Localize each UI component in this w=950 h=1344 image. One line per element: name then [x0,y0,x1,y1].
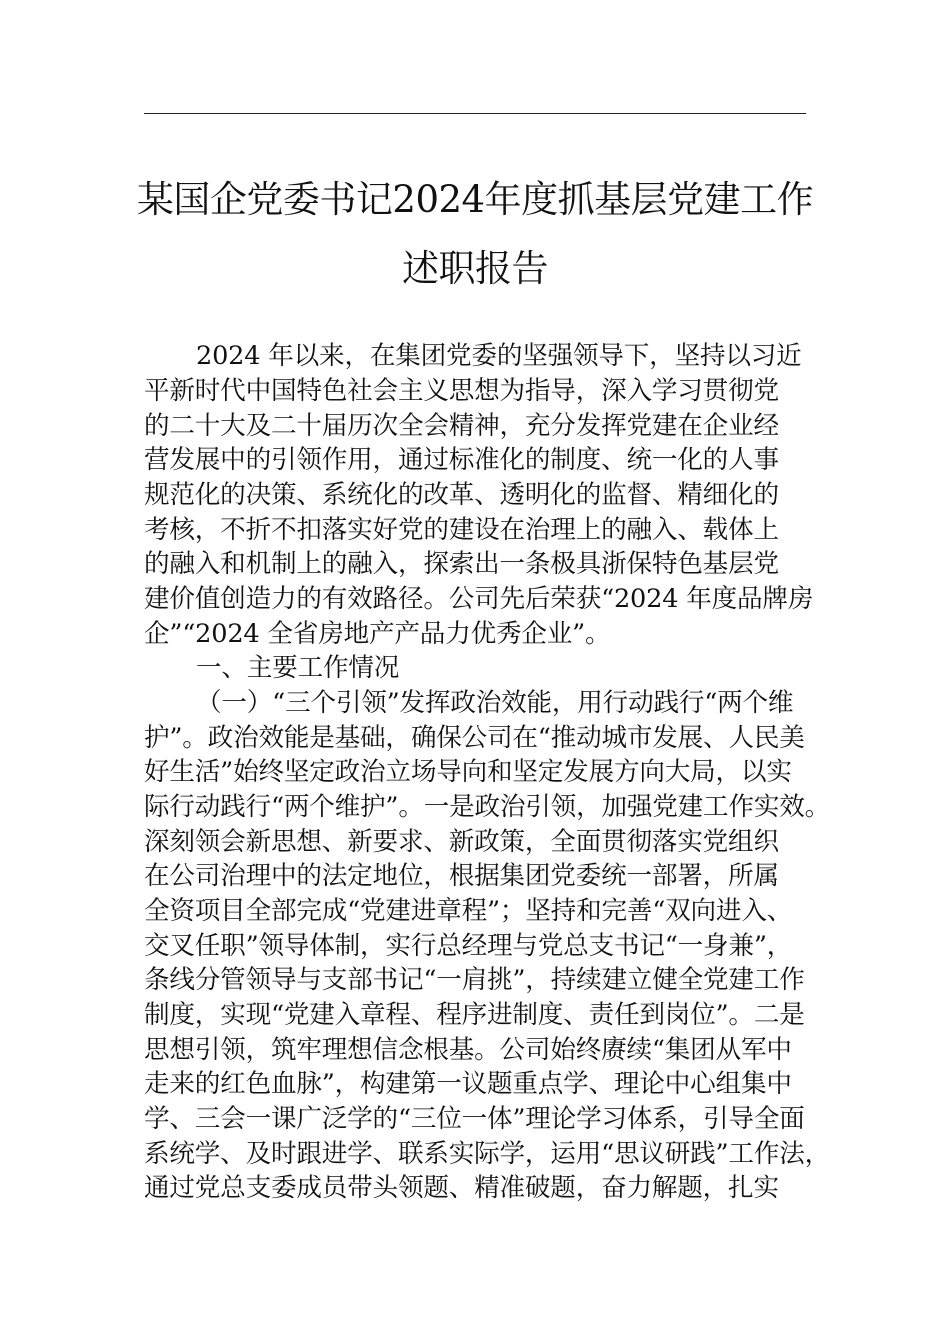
subsection-heading-1: （一）“三个引领”发挥政治效能，用行动践行“两个维 [196,688,794,718]
body-line-13: 好生活”始终坚定政治立场导向和坚定发展方向大局，以实 [144,757,792,787]
section-heading-1: 一、主要工作情况 [196,653,400,683]
body-line-5: 规范化的决策、系统化的改革、透明化的监督、精细化的 [144,480,779,510]
body-line-2: 平新时代中国特色社会主义思想为指导，深入学习贯彻党 [144,376,779,406]
body-line-23: 学、三会一课广泛学的“三位一体”理论学习体系，引导全面 [144,1104,805,1134]
document-title-line-2: 述职报告 [402,247,548,290]
body-line-9: 企”“2024 全省房地产产品力优秀企业”。 [144,619,611,649]
body-line-21: 思想引领，筑牢理想信念根基。公司始终赓续“集团从军中 [144,1035,792,1065]
body-line-15: 深刻领会新思想、新要求、新政策，全面贯彻落实党组织 [144,827,779,857]
body-line-8: 建价值创造力的有效路径。公司先后荣获“2024 年度品牌房 [144,584,814,614]
body-line-14: 际行动践行“两个维护”。一是政治引领，加强党建工作实效。 [144,792,831,822]
body-line-4: 营发展中的引领作用，通过标准化的制度、统一化的人事 [144,445,779,475]
body-line-24: 系统学、及时跟进学、联系实际学，运用“思议研践”工作法， [144,1139,831,1169]
document-title-line-1: 某国企党委书记2024年度抓基层党建工作 [136,178,814,221]
body-line-18: 交叉任职”领导体制，实行总经理与党总支书记“一身兼”， [144,931,793,961]
body-line-1: 2024 年以来，在集团党委的坚强领导下，坚持以习近 [196,341,802,371]
body-line-6: 考核，不折不扣落实好党的建设在治理上的融入、载体上 [144,515,779,545]
body-line-19: 条线分管领导与支部书记“一肩挑”，持续建立健全党建工作 [144,965,805,995]
body-line-17: 全资项目全部完成“党建进章程”；坚持和完善“双向进入、 [144,896,793,926]
body-line-3: 的二十大及二十届历次全会精神，充分发挥党建在企业经 [144,411,779,441]
body-line-16: 在公司治理中的法定地位，根据集团党委统一部署，所属 [144,861,779,891]
body-line-22: 走来的红色血脉”，构建第一议题重点学、理论中心组集中 [144,1069,792,1099]
header-rule [144,113,806,114]
body-line-7: 的融入和机制上的融入，探索出一条极具浙保特色基层党 [144,549,779,579]
body-line-25: 通过党总支委成员带头领题、精准破题，奋力解题，扎实 [144,1173,779,1203]
body-line-20: 制度，实现“党建入章程、程序进制度、责任到岗位”。二是 [144,1000,805,1030]
body-line-12: 护”。政治效能是基础，确保公司在“推动城市发展、人民美 [144,723,805,753]
